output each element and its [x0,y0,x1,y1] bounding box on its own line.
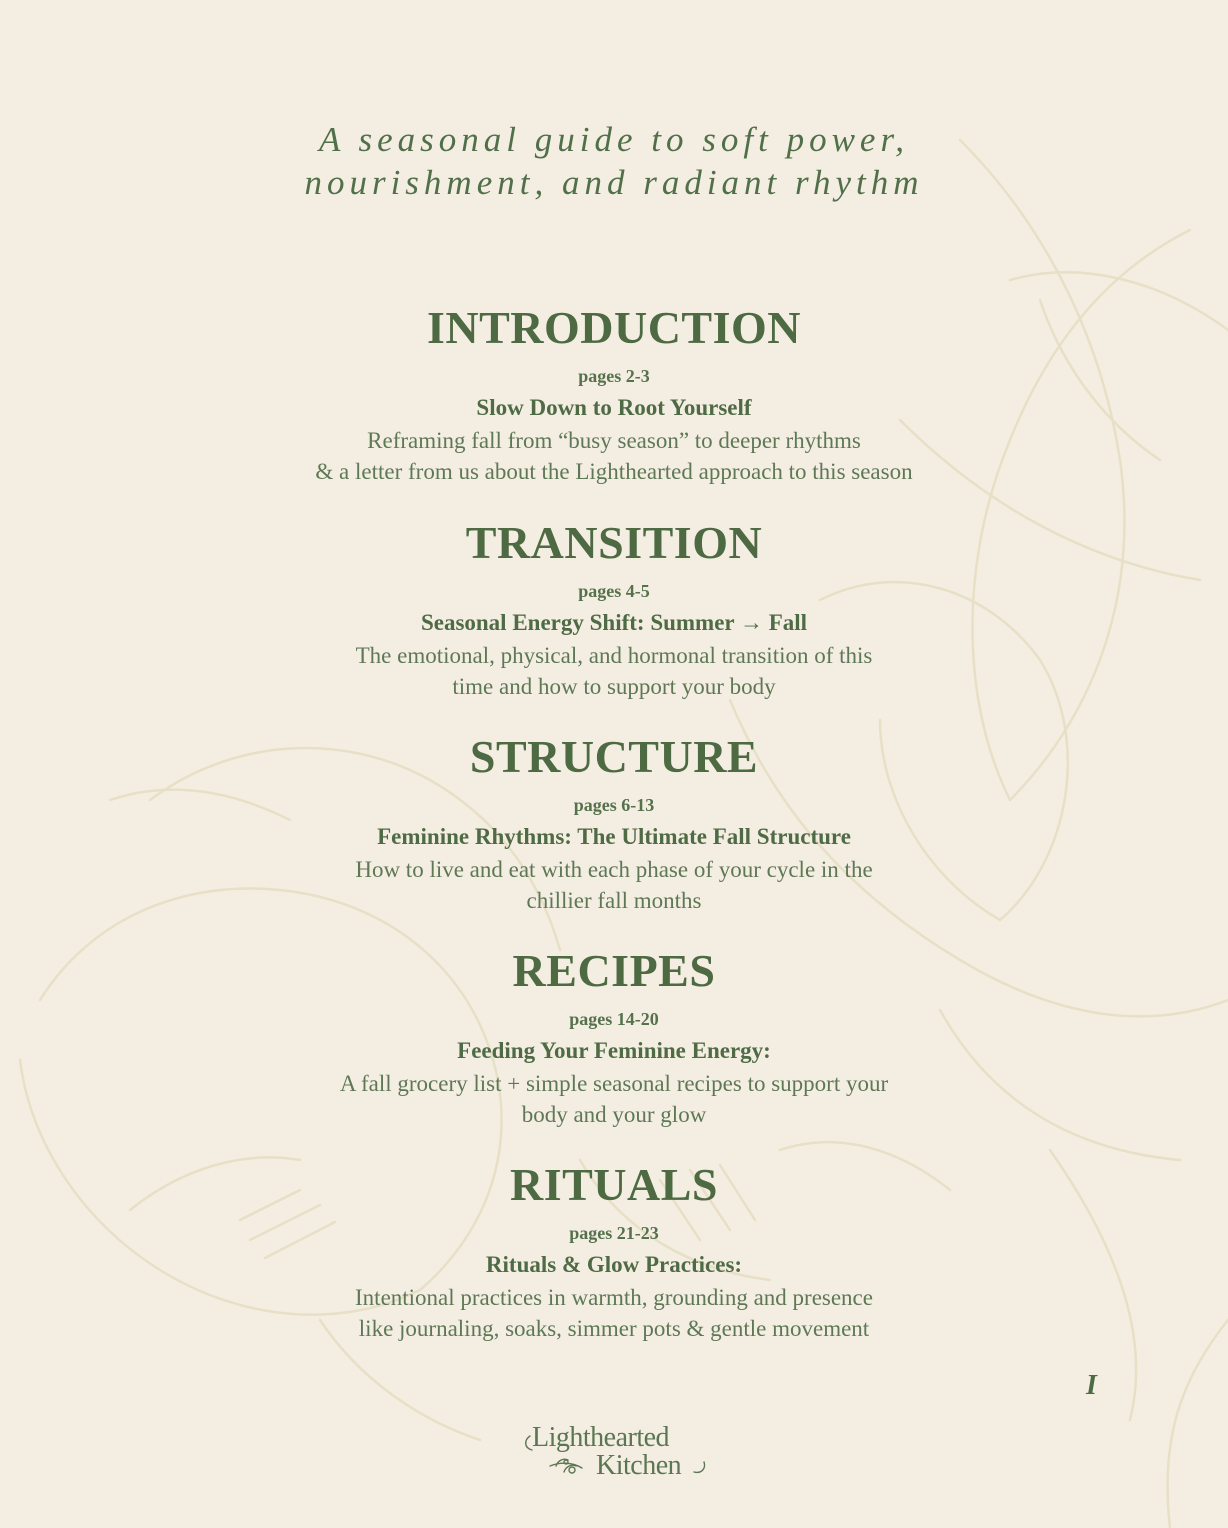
section-title: RECIPES [512,945,716,996]
section-subtitle: Slow Down to Root Yourself [476,395,752,420]
section-description-line: time and how to support your body [452,674,776,699]
section-pages: pages 6-13 [573,795,655,815]
lighthearted-kitchen-logo [520,1422,710,1492]
page-number: I [1086,1370,1097,1401]
section-description [0,1068,1228,1130]
section-rituals [0,1160,1228,1344]
section-subtitle: Seasonal Energy Shift: Summer → Fall [420,610,808,635]
section-description-line: & a letter from us about the Lighthearted approach to this season [315,459,913,484]
section-subtitle: Feeding Your Feminine Energy: [457,1038,771,1063]
tagline-line-2: nourishment, and radiant rhythm [304,163,924,202]
section-pages: pages 2-3 [578,366,650,386]
guide-tagline [0,118,1228,204]
section-description-line: A fall grocery list + simple seasonal recipes to support your [339,1071,889,1096]
section-pages: pages 21-23 [569,1223,659,1243]
section-description [0,640,1228,702]
section-title: RITUALS [509,1159,718,1210]
section-title: TRANSITION [465,517,763,568]
section-transition [0,518,1228,702]
tagline-line-1: A seasonal guide to soft power, [319,120,909,159]
section-subtitle: Feminine Rhythms: The Ultimate Fall Structure [377,824,851,849]
section-pages: pages 14-20 [569,1009,659,1029]
section-description [0,425,1228,487]
section-description-line: How to live and eat with each phase of your cycle in the [355,857,873,882]
section-title: INTRODUCTION [426,302,802,353]
section-description-line: The emotional, physical, and hormonal transition of this [355,643,873,668]
section-pages: pages 4-5 [578,581,650,601]
section-description-line: chillier fall months [526,888,702,913]
logo-line-1: Lighthearted [532,1422,670,1453]
section-structure [0,732,1228,916]
section-subtitle: Rituals & Glow Practices: [485,1252,743,1277]
section-description-line: Intentional practices in warmth, grounding and presence [355,1285,873,1310]
section-description-line: like journaling, soaks, simmer pots & gentle movement [358,1316,870,1341]
section-description-line: body and your glow [521,1102,707,1127]
section-description [0,854,1228,916]
logo-line-2: Kitchen [596,1450,682,1481]
section-description [0,1282,1228,1344]
section-introduction [0,303,1228,487]
section-recipes [0,946,1228,1130]
section-description-line: Reframing fall from “busy season” to deeper rhythms [367,428,861,453]
section-title: STRUCTURE [469,731,759,782]
